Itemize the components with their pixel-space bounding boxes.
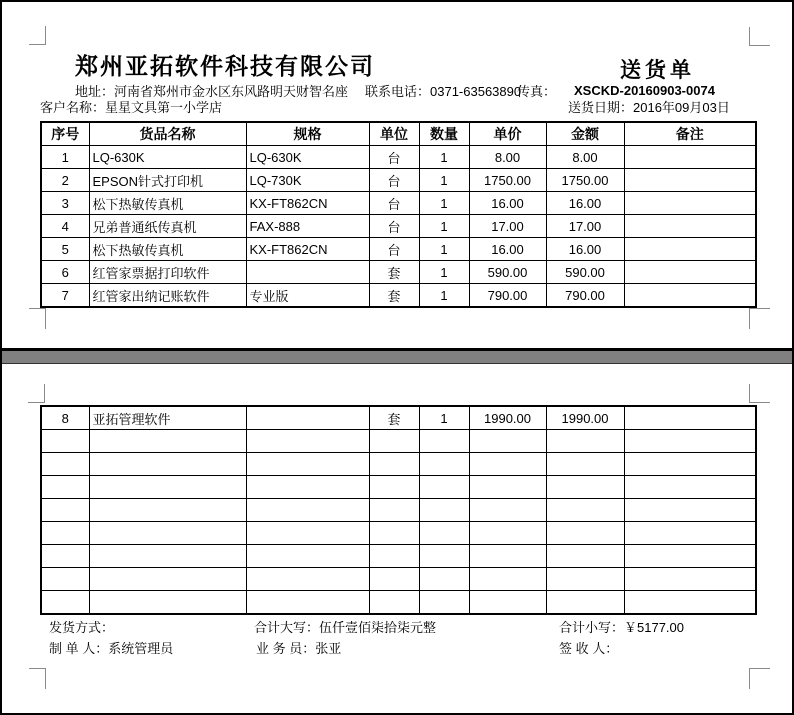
table-cell [419, 545, 469, 568]
company-name: 郑州亚拓软件科技有限公司 [75, 53, 375, 79]
table-cell: 台 [369, 192, 419, 215]
table-cell: 套 [369, 284, 419, 308]
table-cell [624, 545, 756, 568]
margin-corner-icon [749, 384, 770, 403]
table-cell [469, 499, 546, 522]
table-cell [246, 522, 369, 545]
table-cell: 套 [369, 261, 419, 284]
table-cell: KX-FT862CN [246, 192, 369, 215]
table-cell [419, 430, 469, 453]
table-cell [369, 522, 419, 545]
table-cell [41, 568, 89, 591]
table-cell: 17.00 [546, 215, 624, 238]
margin-corner-icon [749, 308, 770, 329]
table-row [41, 453, 756, 476]
column-header: 单位 [369, 122, 419, 146]
page-separator [0, 348, 794, 364]
table-cell [89, 568, 246, 591]
delivery-date: 送货日期：2016年09月03日 [568, 100, 730, 115]
table-cell [546, 591, 624, 615]
table-cell [546, 522, 624, 545]
table-cell: 6 [41, 261, 89, 284]
table-cell: 1 [419, 192, 469, 215]
table-cell [246, 568, 369, 591]
salesperson: 业 务 员：张亚 [256, 641, 342, 656]
document-title: 送货单 [620, 59, 695, 82]
margin-corner-icon [29, 26, 46, 45]
table-cell [246, 406, 369, 430]
table-cell [469, 568, 546, 591]
table-cell [246, 499, 369, 522]
margin-corner-icon [28, 384, 45, 403]
table-cell: 1 [41, 146, 89, 169]
table-cell: FAX-888 [246, 215, 369, 238]
table-cell [89, 430, 246, 453]
table-cell: 1750.00 [546, 169, 624, 192]
table-cell [469, 591, 546, 615]
table-row [41, 476, 756, 499]
table-cell [89, 476, 246, 499]
table-cell [469, 522, 546, 545]
table-cell [624, 169, 756, 192]
total-numeric: 合计小写：￥5177.00 [559, 620, 684, 635]
table-cell: 2 [41, 169, 89, 192]
table-cell: 16.00 [469, 238, 546, 261]
table-row [41, 169, 756, 192]
table-cell [41, 453, 89, 476]
table-row [41, 591, 756, 615]
table-cell [624, 192, 756, 215]
table-cell [369, 430, 419, 453]
column-header: 数量 [419, 122, 469, 146]
table-cell [246, 545, 369, 568]
preparer: 制 单 人：系统管理员 [49, 641, 174, 656]
column-header: 规格 [246, 122, 369, 146]
table-cell [246, 591, 369, 615]
table-cell [246, 261, 369, 284]
table-cell: 4 [41, 215, 89, 238]
fax-label: 传真： [517, 84, 557, 99]
table-cell: 亚拓管理软件 [89, 406, 246, 430]
table-row [41, 522, 756, 545]
table-cell [624, 261, 756, 284]
table-cell [624, 499, 756, 522]
table-cell: LQ-730K [246, 169, 369, 192]
table-cell: 590.00 [469, 261, 546, 284]
table-cell [419, 568, 469, 591]
table-cell [89, 499, 246, 522]
margin-corner-icon [29, 308, 46, 329]
table-cell: 1 [419, 215, 469, 238]
table-cell: 台 [369, 146, 419, 169]
column-header: 序号 [41, 122, 89, 146]
address-text: 地址：河南省郑州市金水区东风路明天财智名座 [75, 84, 349, 99]
table-cell: 兄弟普通纸传真机 [89, 215, 246, 238]
shipping-method: 发货方式： [49, 620, 115, 635]
table-cell: LQ-630K [89, 146, 246, 169]
table-cell [419, 453, 469, 476]
table-cell: 8 [41, 406, 89, 430]
table-cell [369, 476, 419, 499]
table-cell [469, 545, 546, 568]
table-row [41, 499, 756, 522]
table-row [41, 215, 756, 238]
table-cell: 790.00 [469, 284, 546, 308]
table-cell [624, 284, 756, 308]
table-cell [469, 430, 546, 453]
table-cell: 1990.00 [546, 406, 624, 430]
table-cell: 松下热敏传真机 [89, 192, 246, 215]
column-header: 货品名称 [89, 122, 246, 146]
table-cell [369, 453, 419, 476]
table-cell [369, 591, 419, 615]
table-cell [419, 591, 469, 615]
table-cell: 台 [369, 215, 419, 238]
customer-name: 客户名称：星星文具第一小学店 [40, 100, 223, 115]
table-cell [546, 568, 624, 591]
table-cell [89, 545, 246, 568]
table-cell: 3 [41, 192, 89, 215]
table-cell [469, 476, 546, 499]
table-header-row [41, 122, 756, 146]
table-cell [546, 545, 624, 568]
table-cell: 1 [419, 284, 469, 308]
table-cell: 套 [369, 406, 419, 430]
table-row [41, 261, 756, 284]
table-cell [624, 146, 756, 169]
table-cell: 1 [419, 238, 469, 261]
table-cell: 台 [369, 169, 419, 192]
table-cell [41, 591, 89, 615]
table-cell [546, 430, 624, 453]
table-cell [246, 453, 369, 476]
table-row [41, 146, 756, 169]
table-cell: 8.00 [469, 146, 546, 169]
margin-corner-icon [29, 668, 46, 689]
table-row [41, 430, 756, 453]
table-cell [89, 591, 246, 615]
table-row [41, 406, 756, 430]
table-cell: 590.00 [546, 261, 624, 284]
table-cell: EPSON针式打印机 [89, 169, 246, 192]
page-1 [2, 2, 792, 348]
table-cell [41, 545, 89, 568]
table-cell [624, 591, 756, 615]
table-cell: 红管家票据打印软件 [89, 261, 246, 284]
table-cell [41, 430, 89, 453]
table-cell: 790.00 [546, 284, 624, 308]
table-cell [624, 238, 756, 261]
table-cell: 16.00 [469, 192, 546, 215]
table-row [41, 568, 756, 591]
table-cell: 台 [369, 238, 419, 261]
table-cell [246, 476, 369, 499]
table-cell: 1 [419, 261, 469, 284]
table-cell: 红管家出纳记账软件 [89, 284, 246, 308]
table-cell [41, 499, 89, 522]
items-table-page2 [40, 405, 757, 615]
table-cell: KX-FT862CN [246, 238, 369, 261]
table-cell [369, 568, 419, 591]
table-cell: 松下热敏传真机 [89, 238, 246, 261]
table-cell [41, 522, 89, 545]
table-cell [546, 476, 624, 499]
table-cell: 8.00 [546, 146, 624, 169]
total-in-words: 合计大写：伍仟壹佰柒拾柒元整 [254, 620, 437, 635]
table-cell [469, 453, 546, 476]
table-row [41, 284, 756, 308]
order-number: XSCKD-20160903-0074 [574, 83, 715, 98]
table-cell [89, 453, 246, 476]
table-cell: 1990.00 [469, 406, 546, 430]
table-cell [419, 522, 469, 545]
table-cell: 1 [419, 146, 469, 169]
column-header: 备注 [624, 122, 756, 146]
table-cell: 17.00 [469, 215, 546, 238]
column-header: 金额 [546, 122, 624, 146]
margin-corner-icon [749, 668, 770, 689]
table-row [41, 238, 756, 261]
column-header: 单价 [469, 122, 546, 146]
table-cell [89, 522, 246, 545]
table-cell [246, 430, 369, 453]
phone-text: 联系电话：0371-63563890 [365, 84, 522, 99]
table-row [41, 192, 756, 215]
table-cell: 1 [419, 406, 469, 430]
table-cell: LQ-630K [246, 146, 369, 169]
table-cell: 1750.00 [469, 169, 546, 192]
table-cell: 1 [419, 169, 469, 192]
table-cell [624, 476, 756, 499]
table-cell: 专业版 [246, 284, 369, 308]
table-cell [369, 499, 419, 522]
table-cell: 16.00 [546, 238, 624, 261]
table-cell [624, 453, 756, 476]
table-cell [624, 406, 756, 430]
table-cell [624, 215, 756, 238]
margin-corner-icon [749, 27, 770, 46]
table-cell [624, 430, 756, 453]
table-cell [546, 499, 624, 522]
page-2 [2, 364, 792, 713]
items-table-page1 [40, 121, 757, 308]
table-cell [624, 522, 756, 545]
table-cell [419, 499, 469, 522]
table-cell [546, 453, 624, 476]
table-row [41, 545, 756, 568]
table-cell [369, 545, 419, 568]
table-cell: 5 [41, 238, 89, 261]
address-line [75, 84, 348, 99]
receiver: 签 收 人： [559, 641, 619, 656]
table-cell [419, 476, 469, 499]
table-cell: 16.00 [546, 192, 624, 215]
table-cell: 7 [41, 284, 89, 308]
table-cell [41, 476, 89, 499]
table-cell [624, 568, 756, 591]
